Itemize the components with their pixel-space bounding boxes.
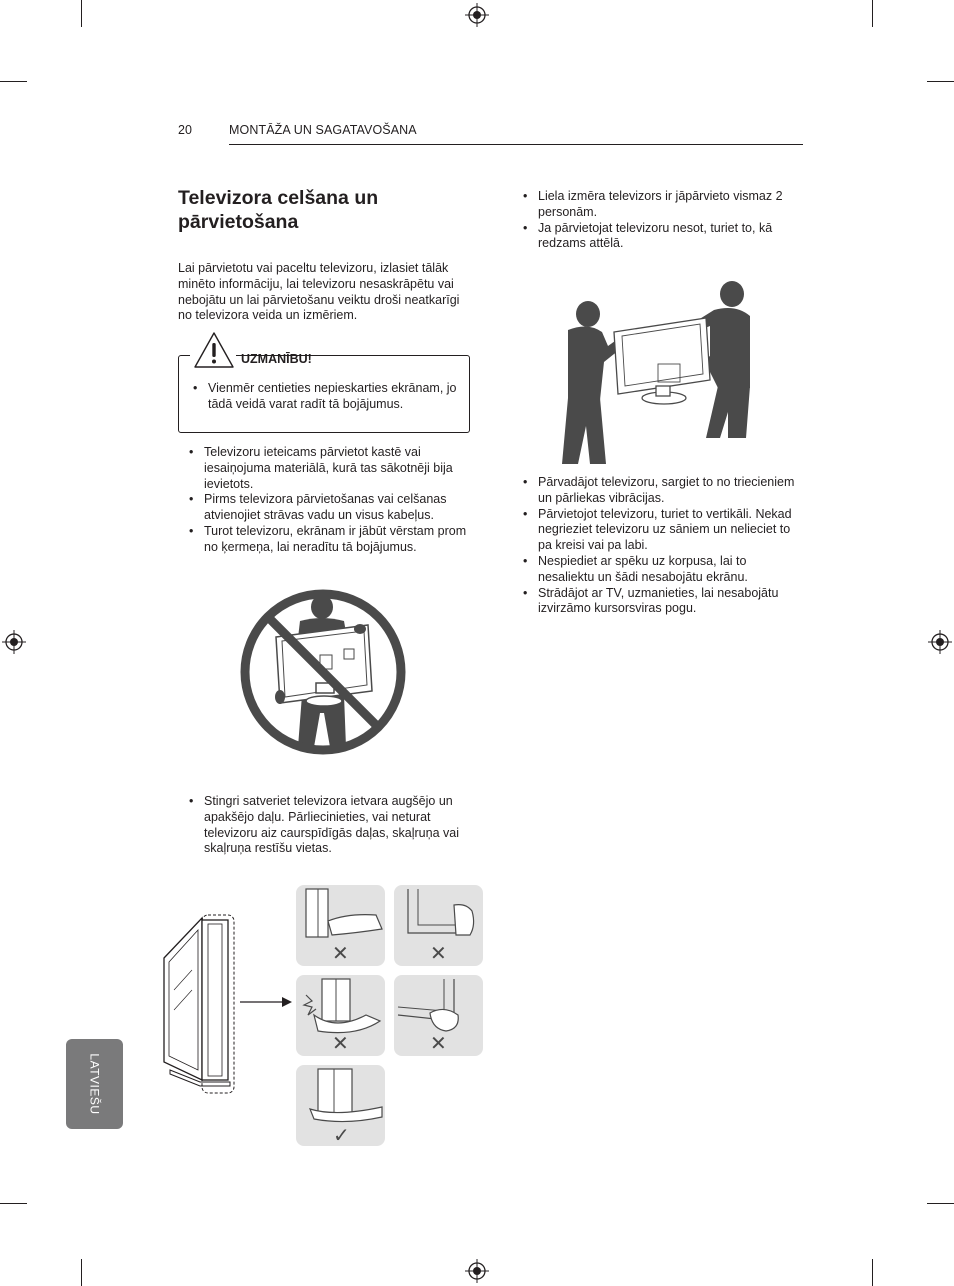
warning-icon bbox=[193, 331, 235, 369]
list-item: • Liela izmēra televizors ir jāpārvieto vismaz 2 personām. bbox=[523, 189, 803, 221]
list-item: • Ja pārvietojat televizoru nesot, turiet to, kā redzams attēlā. bbox=[523, 221, 803, 253]
page-number: 20 bbox=[178, 123, 192, 137]
section-title: MONTĀŽA UN SAGATAVOŠANA bbox=[229, 123, 417, 137]
list-item: • Strādājot ar TV, uzmanieties, lai nesabojātu izvirzāmo kursorsviras pogu. bbox=[523, 586, 803, 618]
registration-mark-icon bbox=[2, 630, 26, 654]
registration-mark-icon bbox=[465, 1259, 489, 1283]
tv-illustration bbox=[614, 318, 710, 404]
intro-paragraph: Lai pārvietotu vai paceltu televizoru, izlasiet tālāk minēto informāciju, lai televizoru nesaskrāpētu vai nebojātu un lai pārvietošanu veiktu droši neatkarīgi no televizora veida un izmēriem. bbox=[178, 261, 460, 323]
person-figure bbox=[562, 301, 624, 464]
wrong-mark-icon: ✕ bbox=[332, 1033, 349, 1055]
crop-mark bbox=[872, 1259, 873, 1286]
grip-panel-correct bbox=[296, 1065, 385, 1146]
tv-side-diagram bbox=[160, 910, 295, 1096]
registration-mark-icon bbox=[928, 630, 952, 654]
bullet-list bbox=[523, 475, 803, 617]
bullet-list bbox=[189, 794, 474, 857]
page-title: Televizora celšana un pārvietošana bbox=[178, 187, 379, 233]
header-rule bbox=[229, 144, 803, 145]
list-item: • Nespiediet ar spēku uz korpusa, lai to nesaliektu un šādi nesabojātu ekrānu. bbox=[523, 554, 803, 586]
wrong-mark-icon: ✕ bbox=[430, 1033, 447, 1055]
grip-panel-side-wrong bbox=[394, 885, 483, 966]
list-item: • Pārvietojot televizoru, turiet to vertikāli. Nekad negrieziet televizoru uz sāniem un nelieciet to pa kreisi vai pa labi. bbox=[523, 507, 803, 554]
bullet-list bbox=[189, 445, 474, 556]
grip-panel-top-wrong bbox=[296, 885, 385, 966]
registration-mark-icon bbox=[465, 3, 489, 27]
language-tab-label: LATVIEŠU bbox=[87, 1053, 102, 1115]
list-item: • Vienmēr centieties nepieskarties ekrānam, jo tādā veidā varat radīt tā bojājumus. bbox=[193, 381, 458, 413]
list-item: • Turot televizoru, ekrānam ir jābūt vērstam prom no ķermeņa, lai neradītu tā bojājumus. bbox=[189, 524, 474, 556]
wrong-mark-icon: ✕ bbox=[332, 943, 349, 965]
crop-mark bbox=[927, 1203, 954, 1204]
list-item: • Pārvadājot televizoru, sargiet to no triecieniem un pārliekas vibrācijas. bbox=[523, 475, 803, 507]
language-tab-label-wrap bbox=[66, 1039, 123, 1129]
crop-mark bbox=[81, 0, 82, 27]
grip-panel-corner-wrong bbox=[394, 975, 483, 1056]
crop-mark bbox=[927, 81, 954, 82]
list-item: • Pirms televizora pārvietošanas vai celšanas atvienojiet strāvas vadu un visus kabeļus. bbox=[189, 492, 474, 524]
caution-list bbox=[193, 381, 458, 413]
prohibited-carry-illustration bbox=[236, 585, 411, 760]
caution-title: UZMANĪBU! bbox=[241, 352, 312, 366]
grip-panel-bottom-wrong bbox=[296, 975, 385, 1056]
correct-mark-icon: ✓ bbox=[333, 1125, 350, 1147]
list-item: • Stingri satveriet televizora ietvara augšējo un apakšējo daļu. Pārliecinieties, vai neturat televizoru aiz caurspīdīgās daļas, skaļruņa vai skaļruņa restīšu vietas. bbox=[189, 794, 474, 857]
crop-mark bbox=[81, 1259, 82, 1286]
bullet-list bbox=[523, 189, 803, 252]
list-item: • Televizoru ieteicams pārvietot kastē vai iesaiņojuma materiālā, kurā tas sākotnēji bija ievietots. bbox=[189, 445, 474, 492]
crop-mark bbox=[0, 1203, 27, 1204]
two-person-carry-illustration bbox=[560, 276, 756, 466]
crop-mark bbox=[872, 0, 873, 27]
crop-mark bbox=[0, 81, 27, 82]
wrong-mark-icon: ✕ bbox=[430, 943, 447, 965]
